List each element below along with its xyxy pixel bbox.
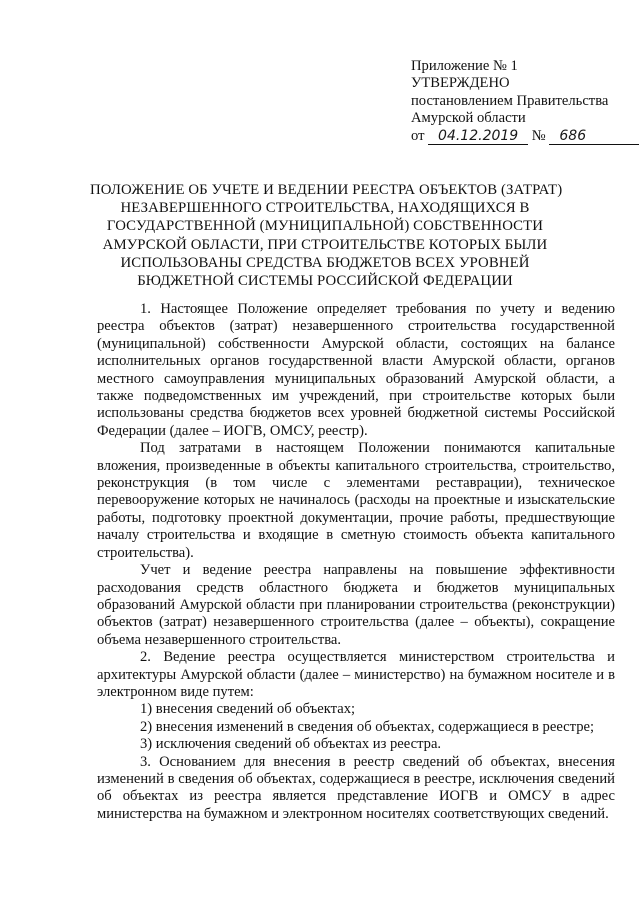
title-line: ПОЛОЖЕНИЕ ОБ УЧЕТЕ И ВЕДЕНИИ РЕЕСТРА ОБЪЕКТОВ (ЗАТРАТ) bbox=[90, 182, 563, 198]
handwritten-number: 686 bbox=[549, 129, 639, 145]
title-line: БЮДЖЕТНОЙ СИСТЕМЫ РОССИЙСКОЙ ФЕДЕРАЦИИ bbox=[137, 273, 513, 290]
region-label: Амурской области bbox=[411, 110, 526, 127]
resolution-label: постановлением Правительства bbox=[411, 92, 609, 109]
handwritten-date: 04.12.2019 bbox=[428, 129, 528, 145]
list-item-3: 3) исключения сведений об объектах из реестра. bbox=[140, 736, 442, 753]
paragraph-purpose: Учет и ведение реестра направлены на повышение эффективности расходования средств областного бюджета и бюджетов муниципальных образований Амурской области при планировании строительства (реконструкции) объектов (затрат) незавершенного строительства (далее – объекты), сокращение объема незавершенного строительства. bbox=[97, 562, 615, 648]
approved-label: УТВЕРЖДЕНО bbox=[411, 75, 510, 92]
title-line: ИСПОЛЬЗОВАНЫ СРЕДСТВА БЮДЖЕТОВ ВСЕХ УРОВНЕЙ bbox=[120, 254, 530, 271]
list-item-1: 1) внесения сведений об объектах; bbox=[140, 701, 356, 718]
paragraph-1: 1. Настоящее Положение определяет требования по учету и ведению реестра объектов (затрат) незавершенного строительства государственной (муниципальной) собственности Амурской области, состоящих на балансе исполнительных органов государственной власти Амурской области, органов местного самоуправления муниципальных образований Амурской области, а также подведомственных им учреждений, при строительстве которых были использованы средства бюджетов всех уровней бюджетной системы Российской Федерации (далее – ИОГВ, ОМСУ, реестр). bbox=[97, 301, 615, 439]
number-label: № bbox=[531, 127, 546, 144]
paragraph-costs: Под затратами в настоящем Положении понимаются капитальные вложения, произведенные в объекты капитального строительства, строительство, реконструкция (в том числе с элементами реставрации), техническое перевооружение которых не начиналось (расходы на проектные и изыскательские работы, подготовку проектной документации, прочие работы, предшествующие началу строительства и входящие в сметную стоимость объекта капитального строительства). bbox=[97, 440, 615, 561]
document-title bbox=[90, 181, 563, 290]
approval-block bbox=[411, 58, 626, 145]
date-number-line bbox=[411, 128, 626, 145]
from-label: от bbox=[411, 127, 425, 144]
title-line: АМУРСКОЙ ОБЛАСТИ, ПРИ СТРОИТЕЛЬСТВЕ КОТОРЫХ БЫЛИ bbox=[102, 236, 548, 253]
list-item-2: 2) внесения изменений в сведения об объектах, содержащиеся в реестре; bbox=[140, 718, 595, 735]
document-body bbox=[97, 301, 615, 823]
paragraph-2: 2. Ведение реестра осуществляется министерством строительства и архитектуры Амурской области (далее – министерство) на бумажном носителе и в электронном виде путем: bbox=[97, 649, 615, 700]
paragraph-3: 3. Основанием для внесения в реестр сведений об объектах, внесения изменений в сведения об объектах, содержащиеся в реестре, исключения сведений об объектах из реестра является представление ИОГВ и ОМСУ в адрес министерства на бумажном и электронном носителях соответствующих сведений. bbox=[97, 753, 615, 822]
appendix-label: Приложение № 1 bbox=[411, 58, 518, 74]
title-line: ГОСУДАРСТВЕННОЙ (МУНИЦИПАЛЬНОЙ) СОБСТВЕННОСТИ bbox=[106, 218, 544, 235]
title-line: НЕЗАВЕРШЕННОГО СТРОИТЕЛЬСТВА, НАХОДЯЩИХСЯ В bbox=[120, 200, 530, 217]
